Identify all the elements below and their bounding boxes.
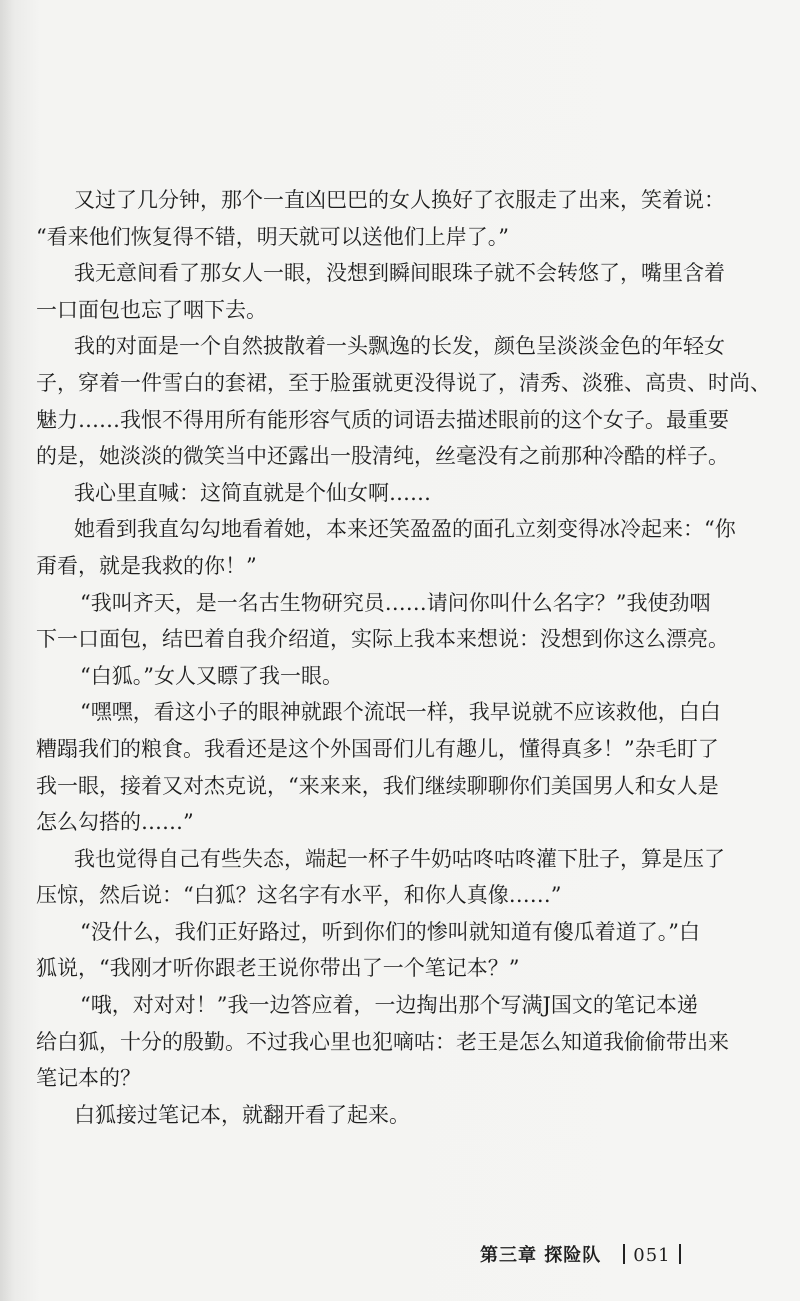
footer-divider: [679, 1244, 681, 1264]
text-line: “没什么，我们正好路过，听到你们的惨叫就知道有傻瓜着道了。”白: [80, 919, 700, 944]
page-footer: [480, 1242, 681, 1270]
text-line: 一口面包也忘了咽下去。: [36, 297, 267, 322]
text-line: 我心里直喊：这简直就是个仙女啊……: [74, 480, 431, 505]
text-line: 笔记本的？: [36, 1066, 141, 1091]
text-line: 我也觉得自己有些失态，端起一杯子牛奶咕咚咕咚灌下肚子，算是压了: [74, 846, 725, 871]
text-line: 她看到我直勾勾地看着她，本来还笑盈盈的面孔立刻变得冰冷起来：“你: [74, 517, 736, 542]
text-line: 压惊，然后说：“白狐？这名字有水平，和你人真像……”: [36, 883, 562, 908]
text-line: 子，穿着一件雪白的套裙，至于脸蛋就更没得说了，清秀、淡雅、高贵、时尚、: [36, 370, 771, 395]
text-line: 糟蹋我们的粮食。我看还是这个外国哥们儿有趣儿，懂得真多！”杂毛盯了: [36, 736, 719, 761]
text-line: 的是，她淡淡的微笑当中还露出一股清纯，丝毫没有之前那种冷酷的样子。: [36, 444, 729, 469]
footer-divider: [623, 1244, 625, 1264]
body-text: [36, 182, 771, 1133]
text-line: “哦，对对对！”我一边答应着，一边掏出那个写满J国文的笔记本递: [80, 993, 698, 1018]
text-line: 甭看，就是我救的你！”: [36, 553, 257, 578]
text-line: “看来他们恢复得不错，明天就可以送他们上岸了。”: [36, 224, 509, 249]
text-line: 魅力……我恨不得用所有能形容气质的词语去描述眼前的这个女子。最重要: [36, 407, 729, 432]
text-line: 下一口面包，结巴着自我介绍道，实际上我本来想说：没想到你这么漂亮。: [36, 627, 729, 652]
text-line: 我无意间看了那女人一眼，没想到瞬间眼珠子就不会转悠了，嘴里含着: [74, 261, 725, 286]
text-line: 给白狐，十分的殷勤。不过我心里也犯嘀咕：老王是怎么知道我偷偷带出来: [36, 1029, 729, 1054]
text-line: 我一眼，接着又对杰克说，“来来来，我们继续聊聊你们美国男人和女人是: [36, 773, 719, 798]
text-line: 我的对面是一个自然披散着一头飘逸的长发，颜色呈淡淡金色的年轻女: [74, 334, 725, 359]
text-line: “白狐。”女人又瞟了我一眼。: [80, 663, 343, 688]
chapter-title: 第三章 探险队: [480, 1245, 602, 1266]
text-line: “我叫齐天，是一名古生物研究员……请问你叫什么名字？”我使劲咽: [80, 590, 711, 615]
text-line: 狐说，“我刚才听你跟老王说你带出了一个笔记本？”: [36, 956, 520, 981]
text-line: 又过了几分钟，那个一直凶巴巴的女人换好了衣服走了出来，笑着说：: [74, 188, 725, 212]
page-number: 051: [633, 1245, 671, 1266]
text-line: 白狐接过笔记本，就翻开看了起来。: [74, 1102, 410, 1127]
text-line: 怎么勾搭的……”: [36, 810, 194, 835]
text-line: “嘿嘿，看这小子的眼神就跟个流氓一样，我早说就不应该救他，白白: [80, 700, 721, 725]
